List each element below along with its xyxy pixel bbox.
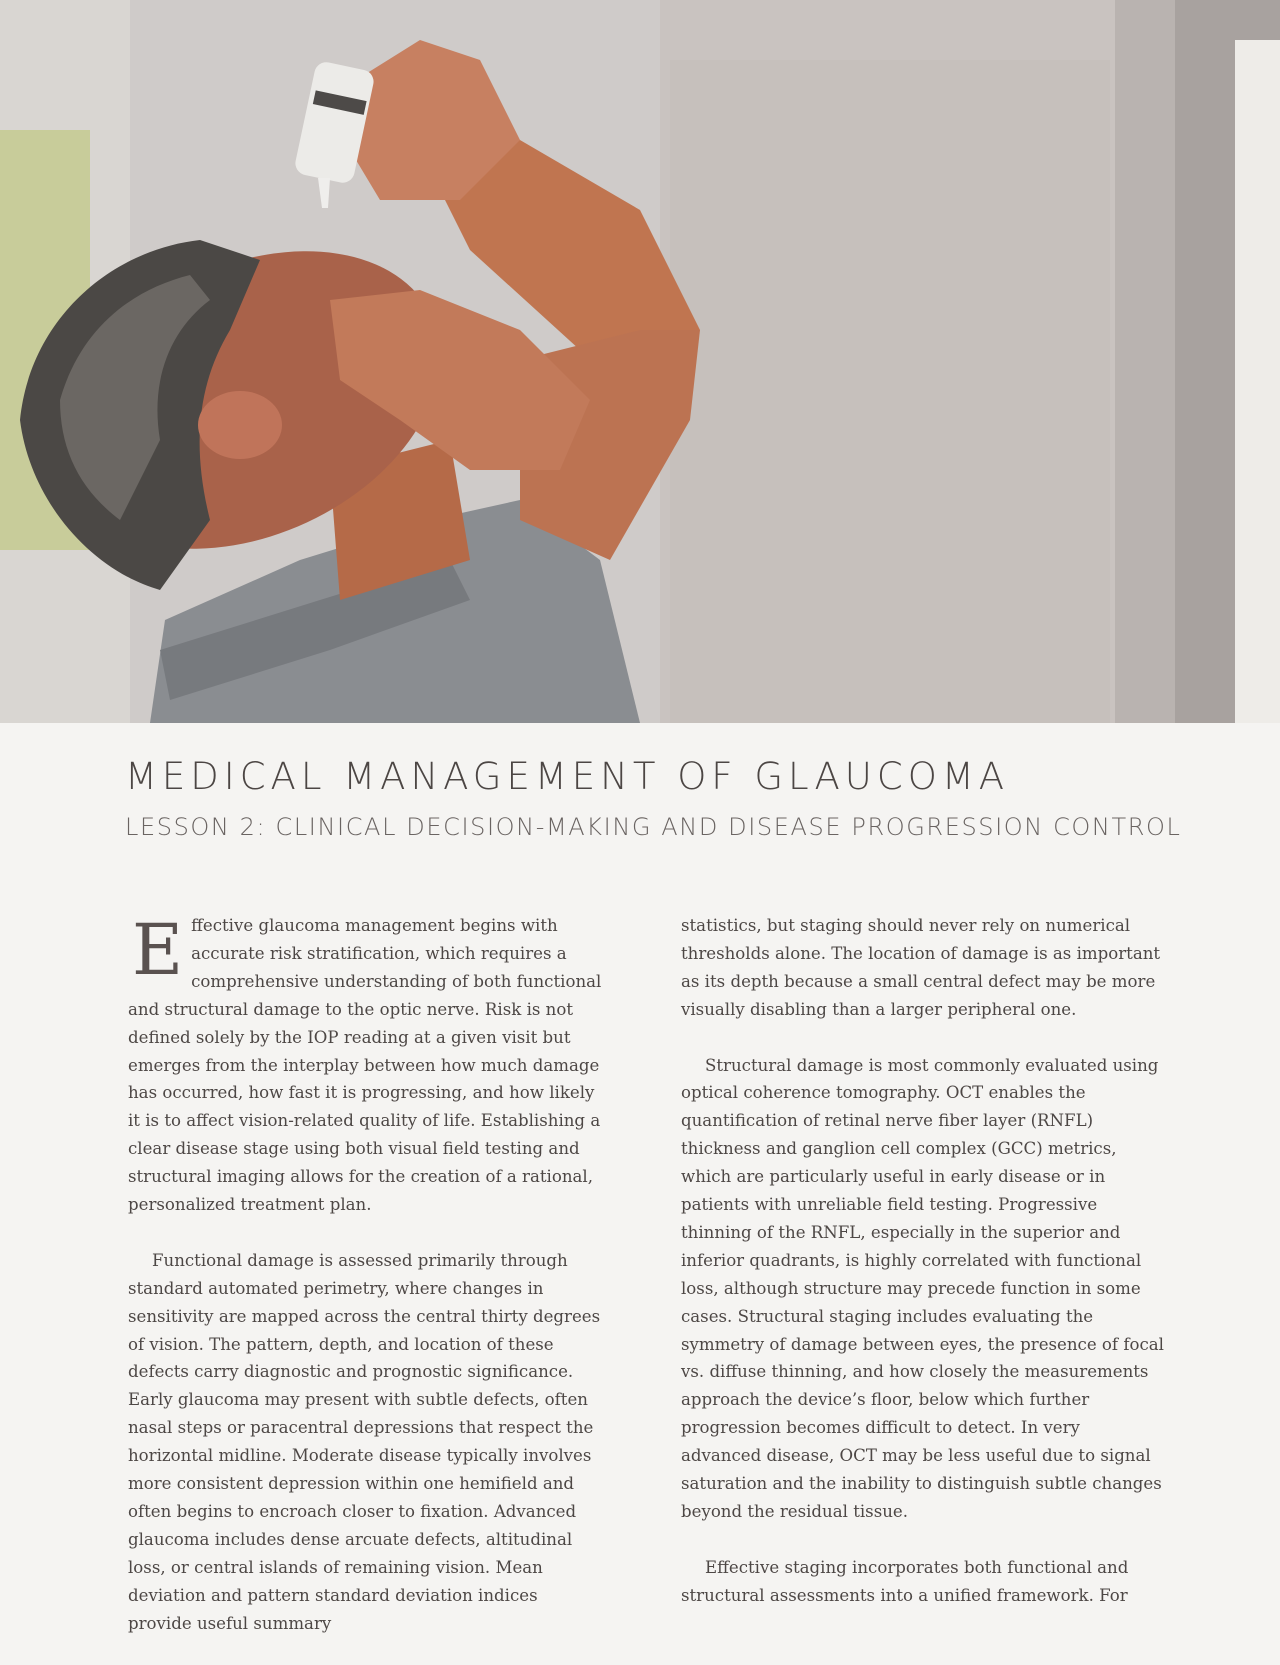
paragraph: statistics, but staging should never rely on numerical thresholds alone. The location of damage is as important as its depth because a small central defect may be more visually disabling than a larger peripheral one. xyxy=(681,916,1161,1019)
paragraph: Effective staging incorporates both functional and structural assessments into a unified framework. For xyxy=(681,1557,1129,1605)
drop-cap: E xyxy=(132,909,184,991)
paragraph: Structural damage is most commonly evaluated using optical coherence tomography. OCT enables the quantification of retinal nerve fiber layer (RNFL) thickness and ganglion cell complex (GCC) metrics, which are particularly useful in early disease or in patients with unreliable field testing. Progressive thinning of the RNFL, especially in the superior and inferior quadrants, is highly correlated with functional loss, although structure may precede function in some cases. Structural staging includes evaluating the symmetry of damage between eyes, the presence of focal vs. diffuse thinning, and how closely the measurements approach the device’s floor, below which further progression becomes difficult to detect. In very advanced disease, OCT may be less useful due to signal saturation and the inability to distinguish subtle changes beyond the residual tissue. xyxy=(681,1055,1164,1522)
hero-illustration xyxy=(0,0,1280,723)
paragraph-text: ffective glaucoma management begins with accurate risk stratification, which requires a comprehensive understanding of both functional and structural damage to the optic nerve. Risk is not defined solely by the IOP reading at a given visit but emerges from the interplay between how much damage has occurred, how fast it is progressing, and how likely it is to affect vision-related quality of life. Establishing a clear disease stage using both visual field testing and structural imaging allows for the creation of a rational, personalized treatment plan. xyxy=(128,916,602,1215)
hero-photo xyxy=(0,0,1280,723)
paragraph: Functional damage is assessed primarily through standard automated perimetry, where changes in sensitivity are mapped across the central thirty degrees of vision. The pattern, depth, and location of these defects carry diagnostic and prognostic significance. Early glaucoma may present with subtle defects, often nasal steps or paracentral depressions that respect the horizontal midline. Moderate disease typically involves more consistent depression within one hemifield and often begins to encroach closer to fixation. Advanced glaucoma includes dense arcuate defects, altitudinal loss, or central islands of remaining vision. Mean deviation and pattern standard deviation indices provide useful summary xyxy=(128,1250,601,1633)
title-block xyxy=(125,755,1225,841)
right-column xyxy=(681,912,1165,1638)
lesson-subtitle: LESSON 2: CLINICAL DECISION-MAKING AND DISEASE PROGRESSION CONTROL xyxy=(125,813,1182,841)
left-column xyxy=(128,909,606,1665)
page-title: MEDICAL MANAGEMENT OF GLAUCOMA xyxy=(125,755,1010,798)
paragraph xyxy=(128,909,606,1219)
